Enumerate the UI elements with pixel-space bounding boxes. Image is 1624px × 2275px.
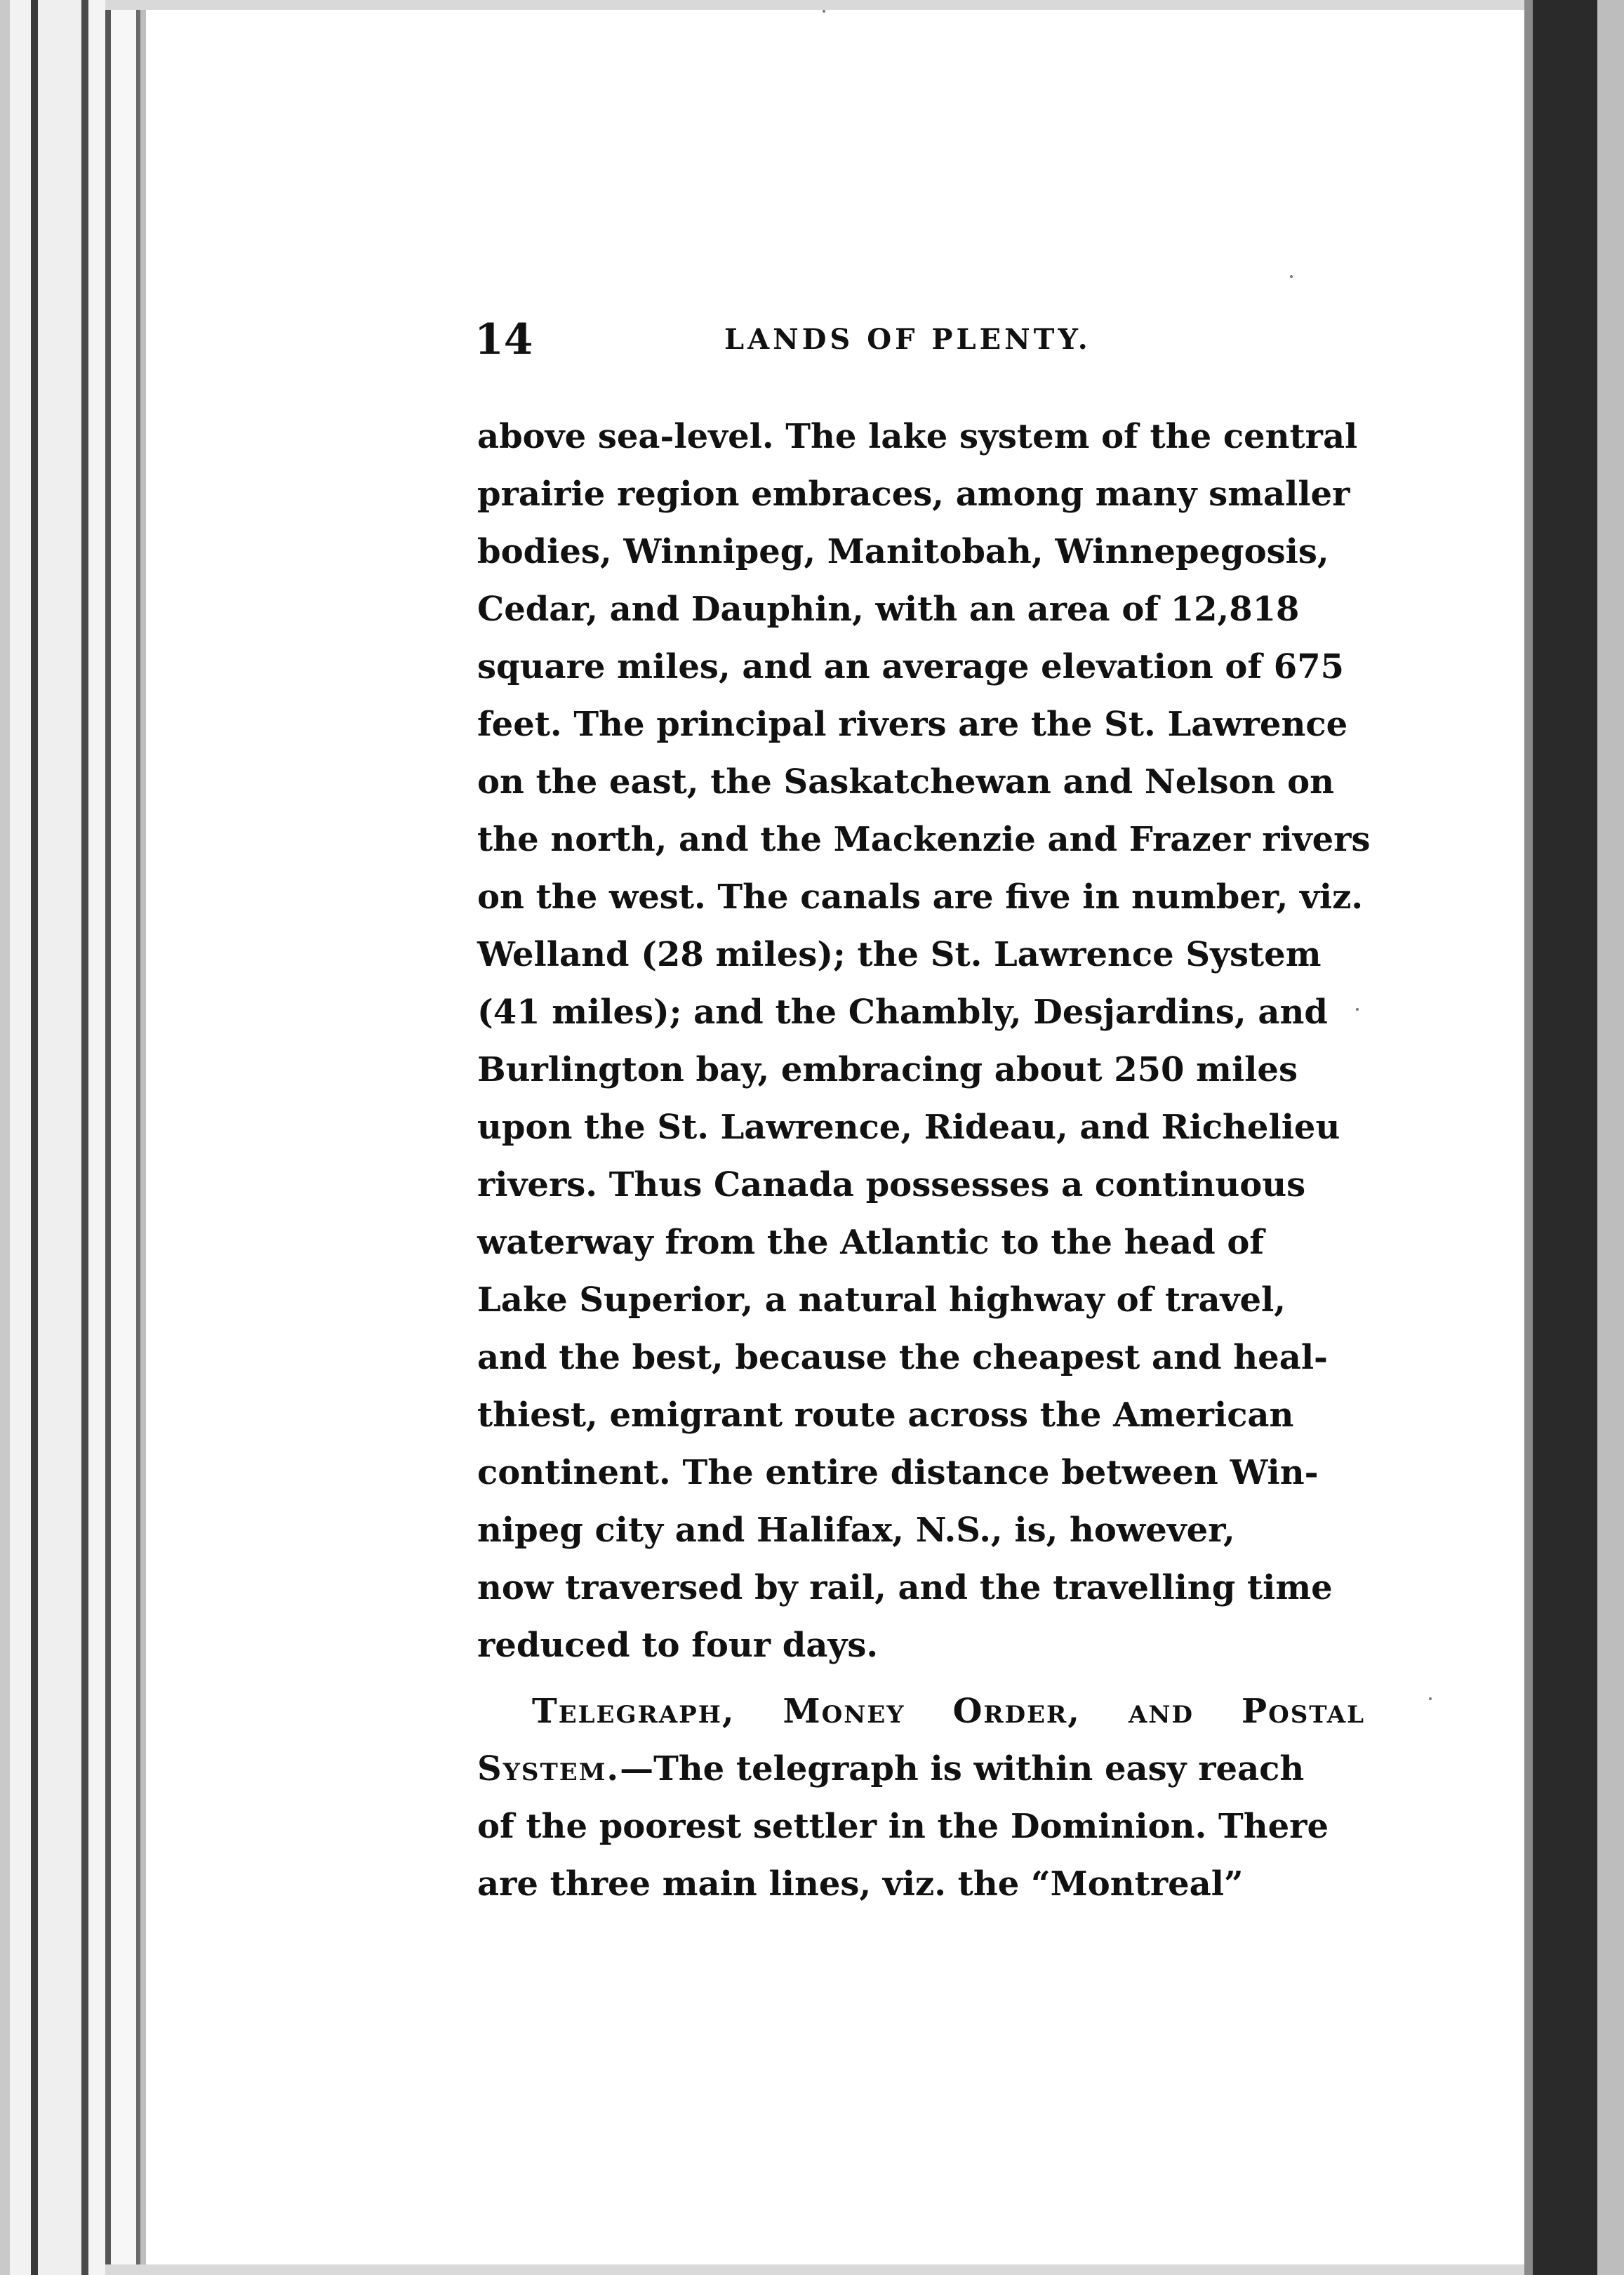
text-line [477,1740,1365,1798]
text-line: Welland (28 miles); the St. Lawrence System [477,935,1322,974]
text-line: waterway from the Atlantic to the head of [477,1223,1265,1262]
text-line: square miles, and an average elevation of 675 [477,647,1344,687]
running-title: LANDS OF PLENTY. [724,323,1091,356]
text-line-rest: —The telegraph is within easy reach [620,1749,1305,1789]
section-heading-word: Money [783,1692,905,1731]
page-edge [31,0,38,2275]
section-heading-line [477,1683,1365,1740]
section-heading-word: Order, [952,1692,1081,1731]
body-text [477,408,1371,1913]
page-edge [105,0,111,2275]
text-line: feet. The principal rivers are the St. Lawrence [477,705,1348,744]
binding-shadow [1524,0,1533,2275]
text-line: Lake Superior, a natural highway of travel, [477,1280,1286,1320]
print-speck [1429,1697,1432,1700]
text-line: (41 miles); and the Chambly, Desjardins, and [477,993,1328,1032]
paragraph-1 [477,408,1371,1674]
text-line: reduced to four days. [477,1626,879,1665]
text-line: Cedar, and Dauphin, with an area of 12,818 [477,590,1300,629]
text-line: continent. The entire distance between Win- [477,1453,1319,1492]
text-line: on the west. The canals are five in number, viz. [477,877,1364,917]
text-line: above sea-level. The lake system of the central [477,417,1358,456]
page-edge [111,0,136,2275]
section-heading-word: and [1129,1692,1194,1731]
print-speck [1290,275,1293,278]
text-line: Burlington bay, embracing about 250 miles [477,1050,1298,1089]
text-line: bodies, Winnipeg, Manitobah, Winnepegosis, [477,532,1329,571]
text-line: of the poorest settler in the Dominion. There [477,1807,1329,1846]
text-line: now traversed by rail, and the travelling time [477,1568,1333,1607]
paragraph-2 [477,1683,1365,1913]
text-line: upon the St. Lawrence, Rideau, and Richelieu [477,1108,1340,1147]
page-edge [140,0,146,2275]
page-edge [88,0,105,2275]
page-top-edge [105,0,1530,10]
text-line: prairie region embraces, among many smaller [477,475,1350,514]
page-edge [81,0,88,2275]
text-line: are three main lines, viz. the “Montreal” [477,1864,1244,1904]
section-heading-word: System. [477,1749,620,1789]
book-binding [1533,0,1597,2275]
page-edge [0,0,10,2275]
text-line: and the best, because the cheapest and heal- [477,1338,1328,1377]
page-edge [10,0,31,2275]
text-line: on the east, the Saskatchewan and Nelson on [477,762,1335,802]
text-line: the north, and the Mackenzie and Frazer rivers [477,820,1371,859]
section-heading-word: Postal [1242,1692,1365,1731]
binding-edge [1597,0,1624,2275]
text-line: rivers. Thus Canada possesses a continuous [477,1165,1306,1205]
page-bottom-edge [105,2264,1530,2275]
text-line: nipeg city and Halifax, N.S., is, however, [477,1511,1235,1550]
print-speck [823,10,825,13]
page-edge [38,0,81,2275]
page-number: 14 [474,315,533,364]
section-heading-word: Telegraph, [532,1692,736,1731]
running-head [474,312,1373,368]
text-line: thiest, emigrant route across the American [477,1395,1294,1435]
